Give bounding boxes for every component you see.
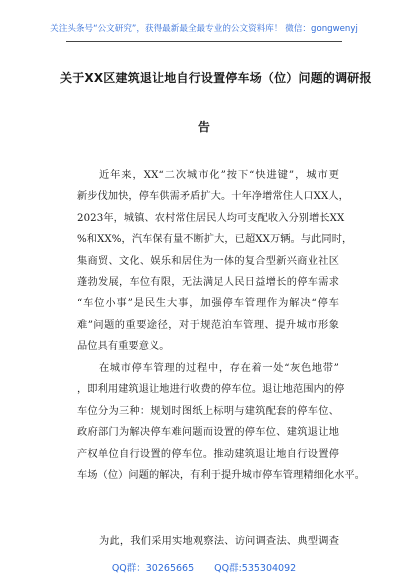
paragraph-line: 车位分为三种：规划时图纸上标明与建筑配套的停车位、 [77, 405, 339, 417]
header-promo-note: 关注头条号“公文研究”，获得最新最全最专业的公文资料库！ 微信：gongwenyj [50, 24, 358, 34]
footer-qq-group-2: QQ群:535304092 [214, 563, 297, 574]
paragraph-3 [77, 531, 339, 552]
document-title-line-2: 告 [197, 120, 211, 134]
paragraph-line: 新步伐加快，停车供需矛盾扩大。十年净增常住人口XX人， [77, 191, 349, 203]
paragraph-line: %和XX%，汽车保有量不断扩大，已超XX万辆。与此同时， [77, 234, 353, 246]
paragraph-line: ，即利用建筑退让地进行收费的停车位。退让地范围内的停 [77, 384, 345, 396]
footer-qq-group-1: QQ群：30265665 [111, 563, 195, 574]
paragraph-line: 难”问题的重要途径，对于规范泊车管理、提升城市形象 [77, 319, 339, 331]
paragraph-line: 政府部门为解决停车难问题而设置的停车位、建筑退让地 [77, 427, 339, 439]
paragraph-line: 蓬勃发展，车位有限，无法满足人民日益增长的停车需求 [77, 277, 339, 289]
paragraph-line: 品位具有重要意义。 [77, 341, 170, 353]
paragraph-1 [77, 165, 353, 358]
footer-qq-groups [0, 560, 408, 574]
paragraph-line: 近年来，XX“二次城市化”按下“快进键”，城市更 [99, 170, 339, 181]
header-divider [66, 41, 342, 42]
paragraph-line: 为此，我们采用实地观察法、访问调查法、典型调查 [99, 536, 339, 547]
paragraph-line: 2023年，城镇、农村常住居民人均可支配收入分别增长XX [77, 212, 345, 224]
paragraph-2 [77, 358, 366, 486]
paragraph-line: 产权单位自行设置的停车位。推动建筑退让地自行设置停 [77, 448, 339, 460]
document-title-line-1: 关于XX区建筑退让地自行设置停车场（位）问题的调研报 [60, 71, 372, 85]
paragraph-line: 车场（位）问题的解决，有利于提升城市停车管理精细化水平。 [77, 470, 366, 482]
paragraph-line: “车位小事”是民生大事，加强停车管理作为解决“停车 [77, 298, 339, 310]
paragraph-line: 在城市停车管理的过程中，存在着一处“灰色地带” [99, 363, 339, 374]
paragraph-line: 集商贸、文化、娱乐和居住为一体的复合型新兴商业社区 [77, 255, 339, 267]
